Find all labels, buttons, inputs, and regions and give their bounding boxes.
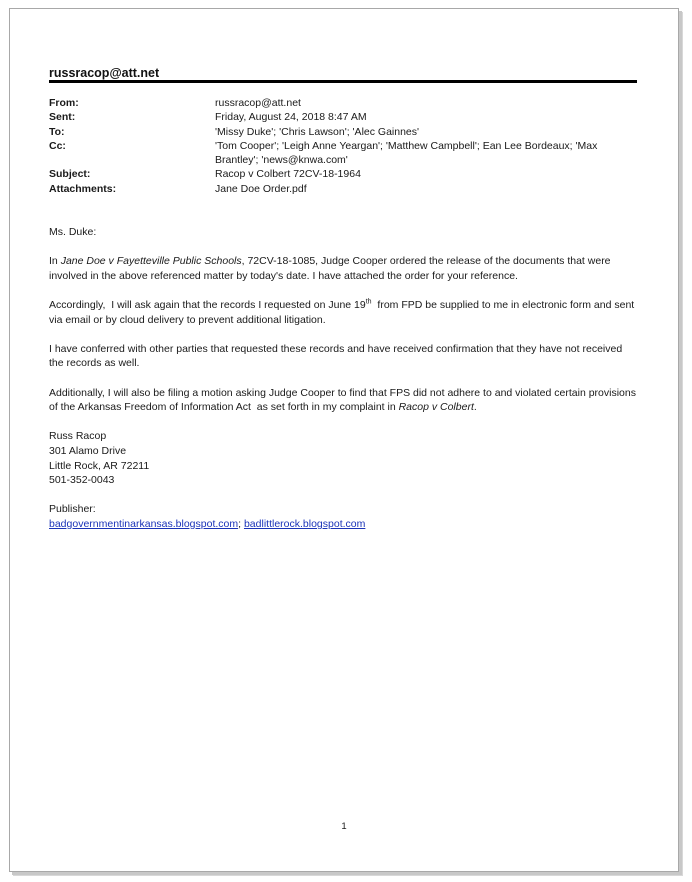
greeting: Ms. Duke:: [49, 226, 97, 238]
text-run: , 72CV-18-1085, Judge Cooper ordered the release of the documents that were involved in the above referenced matter by today's date. I have attached the order for your reference.: [49, 255, 611, 282]
signature-block: [49, 429, 639, 487]
header-label: Attachments:: [49, 182, 117, 195]
blog-link-badlittlerock[interactable]: badlittlerock.blogspot.com: [243, 517, 366, 530]
text-run: Accordingly, I will ask again that the records I requested on June 19: [49, 298, 366, 311]
paragraph-4: [49, 386, 639, 415]
header-rule: [49, 80, 637, 83]
blog-link-badgovernment[interactable]: badgovernmentinarkansas.blogspot.com: [49, 517, 239, 530]
header-label: Sent:: [49, 111, 76, 124]
text-run: from FPD be supplied to me in electronic form and sent via email or by cloud delivery to prevent additional litigation.: [49, 298, 638, 326]
page-number: 1: [341, 821, 347, 832]
header-value: Friday, August 24, 2018 8:47 AM: [215, 111, 367, 124]
case-name: Jane Doe v Fayetteville Public Schools: [60, 255, 242, 268]
header-value: russracop@att.net: [215, 97, 301, 109]
header-row-cc: [49, 139, 637, 168]
document-page: [9, 8, 679, 872]
header-row-attachments: [49, 182, 637, 196]
header-label: Cc:: [49, 139, 66, 152]
case-name: Racop v Colbert: [398, 401, 474, 414]
text-run: Additionally, I will also be filing a motion asking Judge Cooper to find that FPS did not adhere to and violated certain provisions of the Arkansas Freedom of Information Act as set forth in my complaint in: [49, 386, 639, 414]
header-row-subject: [49, 167, 637, 181]
header-value: 'Missy Duke'; 'Chris Lawson'; 'Alec Gainnes': [215, 125, 420, 138]
attachment-name: Jane Doe Order.pdf: [215, 182, 307, 195]
publisher-label: Publisher:: [49, 503, 96, 516]
header-value: Racop v Colbert 72CV-18-1964: [215, 168, 361, 181]
header-value: 'Tom Cooper'; 'Leigh Anne Yeargan'; 'Matthew Campbell'; Ean Lee Bordeaux; 'Max Brantley'; 'news@knwa.com': [215, 139, 598, 167]
signature-name: Russ Racop: [49, 430, 107, 443]
header-label: From:: [49, 97, 79, 109]
header-label: Subject:: [49, 168, 91, 181]
email-headers: [49, 96, 637, 196]
signature-city: Little Rock, AR 72211: [49, 459, 150, 472]
paragraph-2: [49, 298, 639, 327]
paragraph-1: [49, 254, 639, 283]
text-run: .: [473, 401, 477, 414]
sender-heading: russracop@att.net: [49, 66, 160, 80]
link-separator: ;: [238, 517, 242, 530]
ordinal-suffix: th: [365, 298, 372, 306]
header-row-sent: [49, 110, 637, 124]
signature-phone: 501-352-0043: [49, 474, 115, 487]
signature-street: 301 Alamo Drive: [49, 444, 127, 457]
paragraph-3: I have conferred with other parties that requested these records and have received confirmation that they have not received the records as well.: [49, 342, 623, 370]
header-row-to: [49, 125, 637, 139]
publisher-block: [49, 502, 639, 531]
email-body: [49, 225, 639, 531]
header-label: To:: [49, 125, 65, 138]
publisher-links: [49, 517, 639, 532]
text-run: In: [49, 255, 61, 268]
header-row-from: [49, 96, 637, 110]
